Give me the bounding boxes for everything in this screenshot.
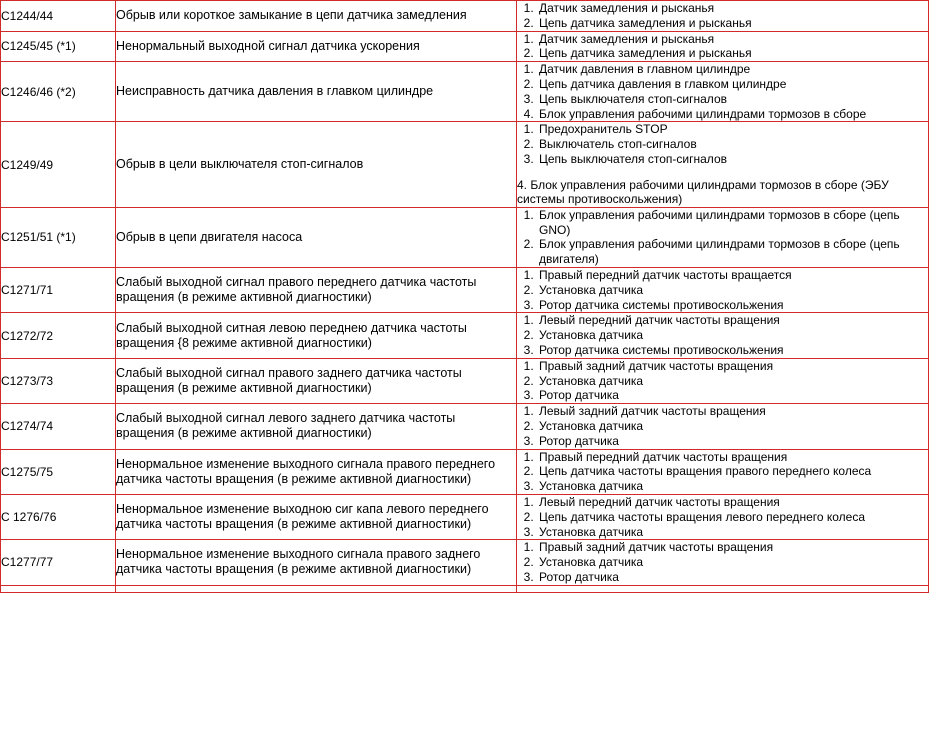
list-item: 2. Установка датчика: [537, 328, 928, 343]
list-item: 2. Цепь датчика замедления и рысканья: [537, 16, 928, 31]
dtc-parts-list: [517, 450, 928, 494]
list-item: 1. Блок управления рабочими цилиндрами тормозов в сборе (цепь GNO): [537, 208, 928, 238]
table-row: [1, 358, 929, 403]
table-row: [1, 404, 929, 449]
dtc-parts-cell: [517, 122, 929, 207]
dtc-description-line: Слабый выходной сигнал правого переднего датчика частоты: [116, 275, 477, 290]
dtc-description-line: Ненормальное изменение выходного сигнала правого переднего: [116, 456, 496, 471]
table-cell-partial: [116, 585, 517, 592]
dtc-parts-list: [517, 404, 928, 448]
table-row: [1, 122, 929, 207]
dtc-description-line: вращения (в режиме активной диагностики): [116, 380, 372, 395]
list-item: 2. Установка датчика: [537, 419, 928, 434]
dtc-description-cell: [116, 313, 517, 358]
dtc-description-cell: [116, 540, 517, 585]
dtc-code-cell: C1274/74: [1, 404, 116, 449]
dtc-description-line: Обрыв или короткое замыкание в цепи датчика замедления: [116, 8, 467, 23]
list-item: 2. Цепь датчика частоты вращения правого переднего колеса: [537, 464, 928, 479]
dtc-parts-list: [517, 62, 928, 121]
dtc-parts-cell: [517, 494, 929, 539]
dtc-parts-list: [517, 122, 928, 166]
dtc-description-line: Ненормальное изменение выходного сигнала правого заднего: [116, 547, 481, 562]
list-item: 1. Правый передний датчик частоты вращается: [537, 268, 928, 283]
table-row: [1, 267, 929, 312]
list-item: 3. Ротор датчика: [537, 388, 928, 403]
dtc-description-line: Ненормальное изменение выходною сиг капа левого переднего: [116, 502, 489, 517]
dtc-parts-cell: [517, 267, 929, 312]
list-item: 3. Ротор датчика системы противоскольжения: [537, 298, 928, 313]
list-item: 1. Левый передний датчик частоты вращения: [537, 495, 928, 510]
dtc-description-cell: [116, 31, 517, 62]
dtc-parts-cell: [517, 1, 929, 32]
dtc-parts-list: [517, 268, 928, 312]
dtc-parts-list: [517, 208, 928, 267]
dtc-code-cell: C1275/75: [1, 449, 116, 494]
dtc-code-cell: C1245/45 (*1): [1, 31, 116, 62]
list-item: 2. Выключатель стоп-сигналов: [537, 137, 928, 152]
dtc-parts-cell: [517, 62, 929, 122]
dtc-description-line: Неисправность датчика давления в главком цилиндре: [116, 84, 434, 99]
dtc-description-line: вращения (в режиме активной диагностики): [116, 290, 372, 305]
dtc-description-line: датчика частоты вращения (в режиме активной диагностики): [116, 471, 472, 486]
dtc-code-cell: C1273/73: [1, 358, 116, 403]
table-row: [1, 494, 929, 539]
dtc-description-cell: [116, 358, 517, 403]
list-item: 1. Датчик давления в главном цилиндре: [537, 62, 928, 77]
table-row: [1, 207, 929, 267]
list-item: 3. Установка датчика: [537, 479, 928, 494]
dtc-parts-list: [517, 495, 928, 539]
dtc-description-line: Слабый выходной сигнал правого заднего датчика частоты: [116, 365, 462, 380]
table-row: [1, 31, 929, 62]
list-item: 1. Правый задний датчик частоты вращения: [537, 359, 928, 374]
dtc-parts-list: [517, 32, 928, 62]
dtc-description-cell: [116, 449, 517, 494]
dtc-parts-cell: [517, 207, 929, 267]
table-row-partial: [1, 585, 929, 592]
table-row: [1, 540, 929, 585]
dtc-parts-cell: [517, 449, 929, 494]
dtc-code-cell: С 1276/76: [1, 494, 116, 539]
list-item: 1. Левый задний датчик частоты вращения: [537, 404, 928, 419]
dtc-parts-cell: [517, 31, 929, 62]
dtc-code-cell: C1246/46 (*2): [1, 62, 116, 122]
dtc-code-cell: C1249/49: [1, 122, 116, 207]
dtc-code-cell: C1277/77: [1, 540, 116, 585]
list-item: 3. Ротор датчика системы противоскольжения: [537, 343, 928, 358]
list-item: 3. Ротор датчика: [537, 570, 928, 585]
dtc-description-line: Слабый выходной ситная левою переднею датчика частоты: [116, 320, 467, 335]
list-item: 2. Установка датчика: [537, 283, 928, 298]
list-item: 3. Ротор датчика: [537, 434, 928, 449]
dtc-description-line: Обрыв в цепи двигателя насоса: [116, 229, 303, 244]
dtc-description-cell: [116, 404, 517, 449]
dtc-description-line: Обрыв в цели выключателя стоп-сигналов: [116, 157, 364, 172]
table-row: [1, 1, 929, 32]
list-item: 2. Установка датчика: [537, 555, 928, 570]
dtc-parts-list: [517, 1, 928, 31]
dtc-parts-cell: [517, 358, 929, 403]
dtc-code-cell: C1251/51 (*1): [1, 207, 116, 267]
list-item: 2. Цепь датчика замедления и рысканья: [537, 46, 928, 61]
dtc-code-cell: C1272/72: [1, 313, 116, 358]
dtc-description-cell: [116, 62, 517, 122]
list-item: 1. Левый передний датчик частоты вращения: [537, 313, 928, 328]
table-cell-partial: [517, 585, 929, 592]
list-item: 1. Датчик замедления и рысканья: [537, 32, 928, 47]
dtc-description-line: датчика частоты вращения (в режиме активной диагностики): [116, 562, 472, 577]
list-item: 2. Блок управления рабочими цилиндрами тормозов в сборе (цепь двигателя): [537, 237, 928, 267]
list-item: 3. Цепь выключателя стоп-сигналов: [537, 92, 928, 107]
dtc-description-cell: [116, 122, 517, 207]
list-item: 3. Цепь выключателя стоп-сигналов: [537, 152, 928, 167]
dtc-description-cell: [116, 267, 517, 312]
dtc-parts-cell: [517, 540, 929, 585]
list-item: 1. Правый передний датчик частоты вращения: [537, 450, 928, 465]
list-item: 4. Блок управления рабочими цилиндрами тормозов в сборе: [537, 107, 928, 122]
dtc-description-cell: [116, 207, 517, 267]
dtc-description-line: вращения (в режиме активной диагностики): [116, 426, 372, 441]
table-row: [1, 449, 929, 494]
table-row: [1, 62, 929, 122]
list-item: 2. Цепь датчика давления в главком цилиндре: [537, 77, 928, 92]
dtc-description-line: Ненормальный выходной сигнал датчика ускорения: [116, 38, 420, 53]
dtc-description-line: Слабый выходной сигнал левого заднего датчика частоты: [116, 411, 456, 426]
list-item: 2. Цепь датчика частоты вращения левого переднего колеса: [537, 510, 928, 525]
list-item: 1. Предохранитель STOP: [537, 122, 928, 137]
dtc-parts-cell: [517, 313, 929, 358]
dtc-description-line: датчика частоты вращения (в режиме активной диагностики): [116, 517, 472, 532]
dtc-parts-list: [517, 313, 928, 357]
dtc-code-cell: C1271/71: [1, 267, 116, 312]
list-item: 3. Установка датчика: [537, 525, 928, 540]
table-cell-partial: [1, 585, 116, 592]
dtc-parts-list: [517, 359, 928, 403]
dtc-code-cell: C1244/44: [1, 1, 116, 32]
dtc-parts-list: [517, 540, 928, 584]
dtc-parts-cell: [517, 404, 929, 449]
table-row: [1, 313, 929, 358]
dtc-parts-extra: 4. Блок управления рабочими цилиндрами тормозов в сборе (ЭБУ системы противоскольжения): [517, 177, 889, 207]
list-item: 1. Датчик замедления и рысканья: [537, 1, 928, 16]
dtc-description-line: вращения {8 режиме активной диагностики): [116, 335, 372, 350]
list-item: 2. Установка датчика: [537, 374, 928, 389]
list-item: 1. Правый задний датчик частоты вращения: [537, 540, 928, 555]
dtc-description-cell: [116, 1, 517, 32]
dtc-table-body: [1, 1, 929, 593]
dtc-description-cell: [116, 494, 517, 539]
